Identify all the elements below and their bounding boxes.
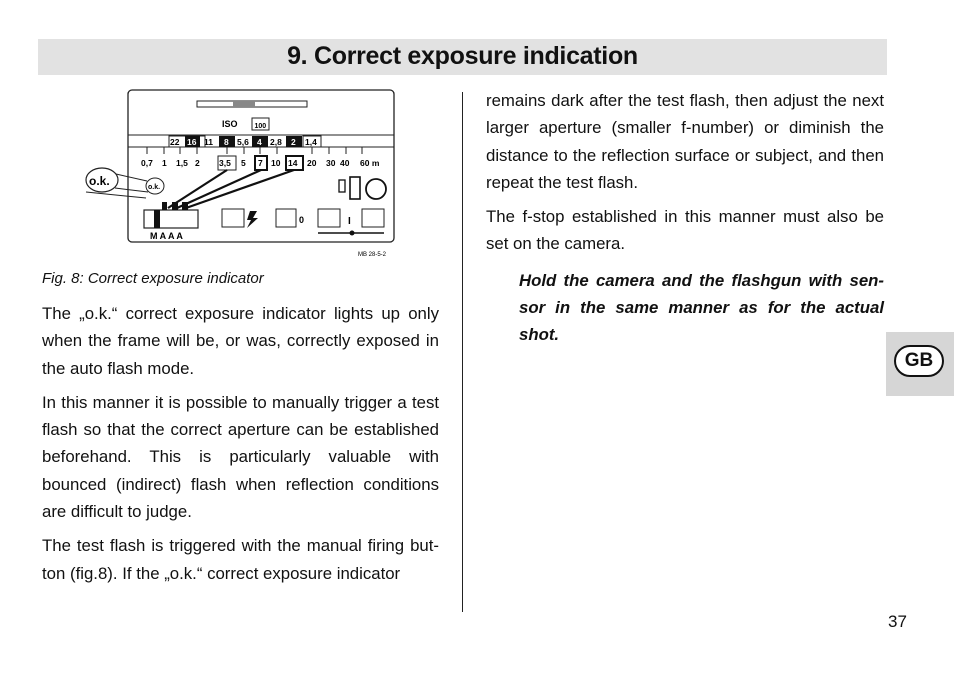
language-tab xyxy=(886,332,954,396)
distance-60m: 60 m xyxy=(360,158,380,168)
page-number: 37 xyxy=(888,612,907,631)
aperture-8: 8 xyxy=(224,137,229,147)
figure-code: MB 28-5-2 xyxy=(358,252,387,258)
aperture-5-6: 5,6 xyxy=(237,137,249,147)
paragraph: In this manner it is possible to manually trigger a test flash so that the correct aperture can be established beforehand. This is particularly valuable with bounced (indirect) flash when reflection conditions are difficult to judge. xyxy=(42,392,439,522)
language-badge: GB xyxy=(894,345,944,377)
distance-5: 5 xyxy=(241,158,246,168)
paragraph: The „o.k.“ correct exposure indicator lights up only when the frame will be, or was, correctly exposed in the auto flash mode. xyxy=(42,304,439,378)
ok-indicator-large: o.k. xyxy=(89,174,110,188)
distance-14: 14 xyxy=(288,158,298,168)
paragraph: remains dark after the test flash, then adjust the next larger aperture (smaller f-number) or diminish the distance to the reflection surface or subject, and then repeat the test flash. xyxy=(486,91,884,192)
aperture-4: 4 xyxy=(257,137,262,147)
aperture-1-4: 1,4 xyxy=(305,137,317,147)
instruction-note: Hold the camera and the flashgun with sen-sor in the same manner as for the actual shot. xyxy=(519,270,884,345)
distance-0-7: 0,7 xyxy=(141,158,153,168)
paragraph: The f-stop established in this manner must also be set on the camera. xyxy=(486,207,884,254)
aperture-22: 22 xyxy=(170,137,180,147)
distance-20: 20 xyxy=(307,158,317,168)
sensor-icon: I xyxy=(348,216,351,227)
iso-label: ISO xyxy=(222,119,238,129)
mode-labels: M A A A xyxy=(150,231,183,241)
iso-value: 100 xyxy=(254,123,267,130)
aperture-11: 11 xyxy=(204,137,213,147)
distance-2: 2 xyxy=(195,158,200,168)
right-column xyxy=(486,87,884,349)
distance-7: 7 xyxy=(258,158,263,168)
left-column xyxy=(42,300,439,594)
page-title: 9. Correct exposure indication xyxy=(287,42,638,70)
zero-label: 0 xyxy=(299,215,305,225)
distance-30: 30 xyxy=(326,158,336,168)
ok-indicator-small: o.k. xyxy=(148,184,161,191)
aperture-16: 16 xyxy=(187,137,197,147)
aperture-2: 2 xyxy=(291,137,296,147)
distance-1: 1 xyxy=(162,158,167,168)
title-bar xyxy=(38,39,887,75)
distance-40: 40 xyxy=(340,158,350,168)
exposure-indicator-figure xyxy=(42,88,442,263)
flash-icon xyxy=(247,211,258,228)
figure-caption: Fig. 8: Correct exposure indicator xyxy=(42,270,264,287)
distance-3-5: 3,5 xyxy=(219,158,231,168)
paragraph: The test flash is triggered with the manual firing but-ton (fig.8). If the „o.k.“ correct exposure indicator xyxy=(42,536,439,583)
distance-1-5: 1,5 xyxy=(176,158,188,168)
column-divider xyxy=(462,92,463,612)
aperture-2-8: 2,8 xyxy=(270,137,282,147)
distance-10: 10 xyxy=(271,158,281,168)
